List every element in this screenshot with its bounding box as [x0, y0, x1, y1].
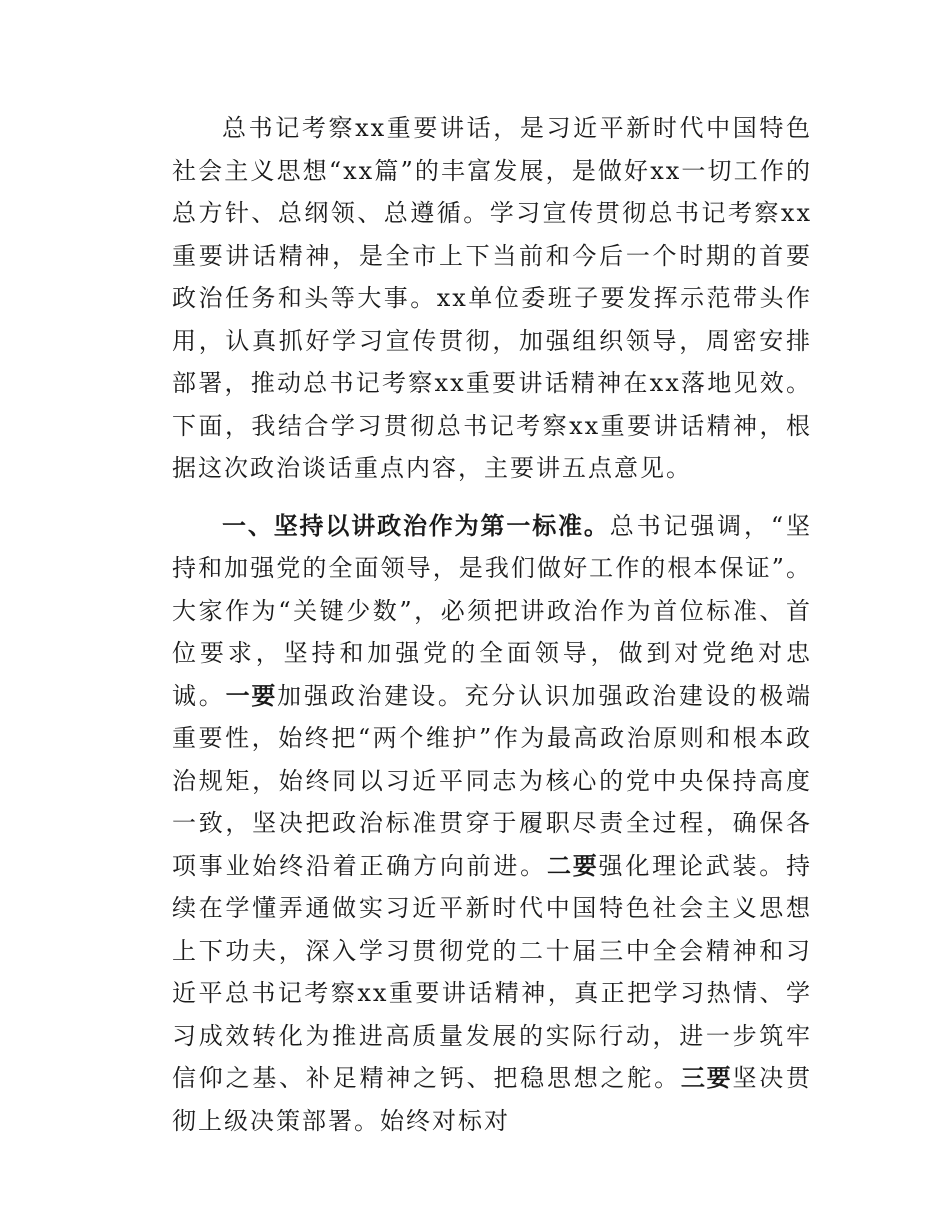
intro-paragraph — [172, 107, 812, 490]
section-one-paragraph — [172, 505, 812, 1143]
document-body — [172, 107, 812, 1142]
point-two-text: 强化理论武装。持续在学懂弄通做实习近平新时代中国特色社会主义思想上下功夫，深入学习贯彻党的二十届三中全会精神和习近平总书记考察xx重要讲话精神，真正把学习热情、学习成效转化为推进高质量发展的实际行动，进一步筑牢信仰之基、补足精神之钙、把稳思想之舵。 — [172, 851, 813, 1092]
point-two-label: 二要 — [546, 851, 599, 880]
point-one-text: 加强政治建设。充分认识加强政治建设的极端重要性，始终把“两个维护”作为最高政治原则和根本政治规矩，始终同以习近平同志为核心的党中央保持高度一致，坚决把政治标准贯穿于履职尽责全过程，确保各项事业始终沿着正确方向前进。 — [172, 681, 813, 880]
point-three-label: 三要 — [680, 1064, 733, 1092]
section-one-heading: 一、坚持以讲政治作为第一标准。 — [222, 511, 610, 540]
point-three-text: 坚决贯彻上级决策部署。始终对标对 — [172, 1064, 813, 1135]
intro-text: 总书记考察xx重要讲话，是习近平新时代中国特色社会主义思想“xx篇”的丰富发展，是做好xx一切工作的总方针、总纲领、总遵循。学习宣传贯彻总书记考察xx重要讲话精神，是全市上下当前和今后一个时期的首要政治任务和头等大事。xx单位委班子要发挥示范带头作用，认真抓好学习宣传贯彻，加强组织领导，周密安排部署，推动总书记考察xx重要讲话精神在xx落地见效。下面，我结合学习贯彻总书记考察xx重要讲话精神，根据这次政治谈话重点内容，主要讲五点意见。 — [172, 114, 812, 482]
section-one-lead: 总书记强调，“坚持和加强党的全面领导，是我们做好工作的根本保证”。大家作为“关键少数”，必须把讲政治作为首位标准、首位要求，坚持和加强党的全面领导，做到对党绝对忠诚。 — [172, 511, 812, 710]
point-one-label: 一要 — [225, 681, 278, 710]
